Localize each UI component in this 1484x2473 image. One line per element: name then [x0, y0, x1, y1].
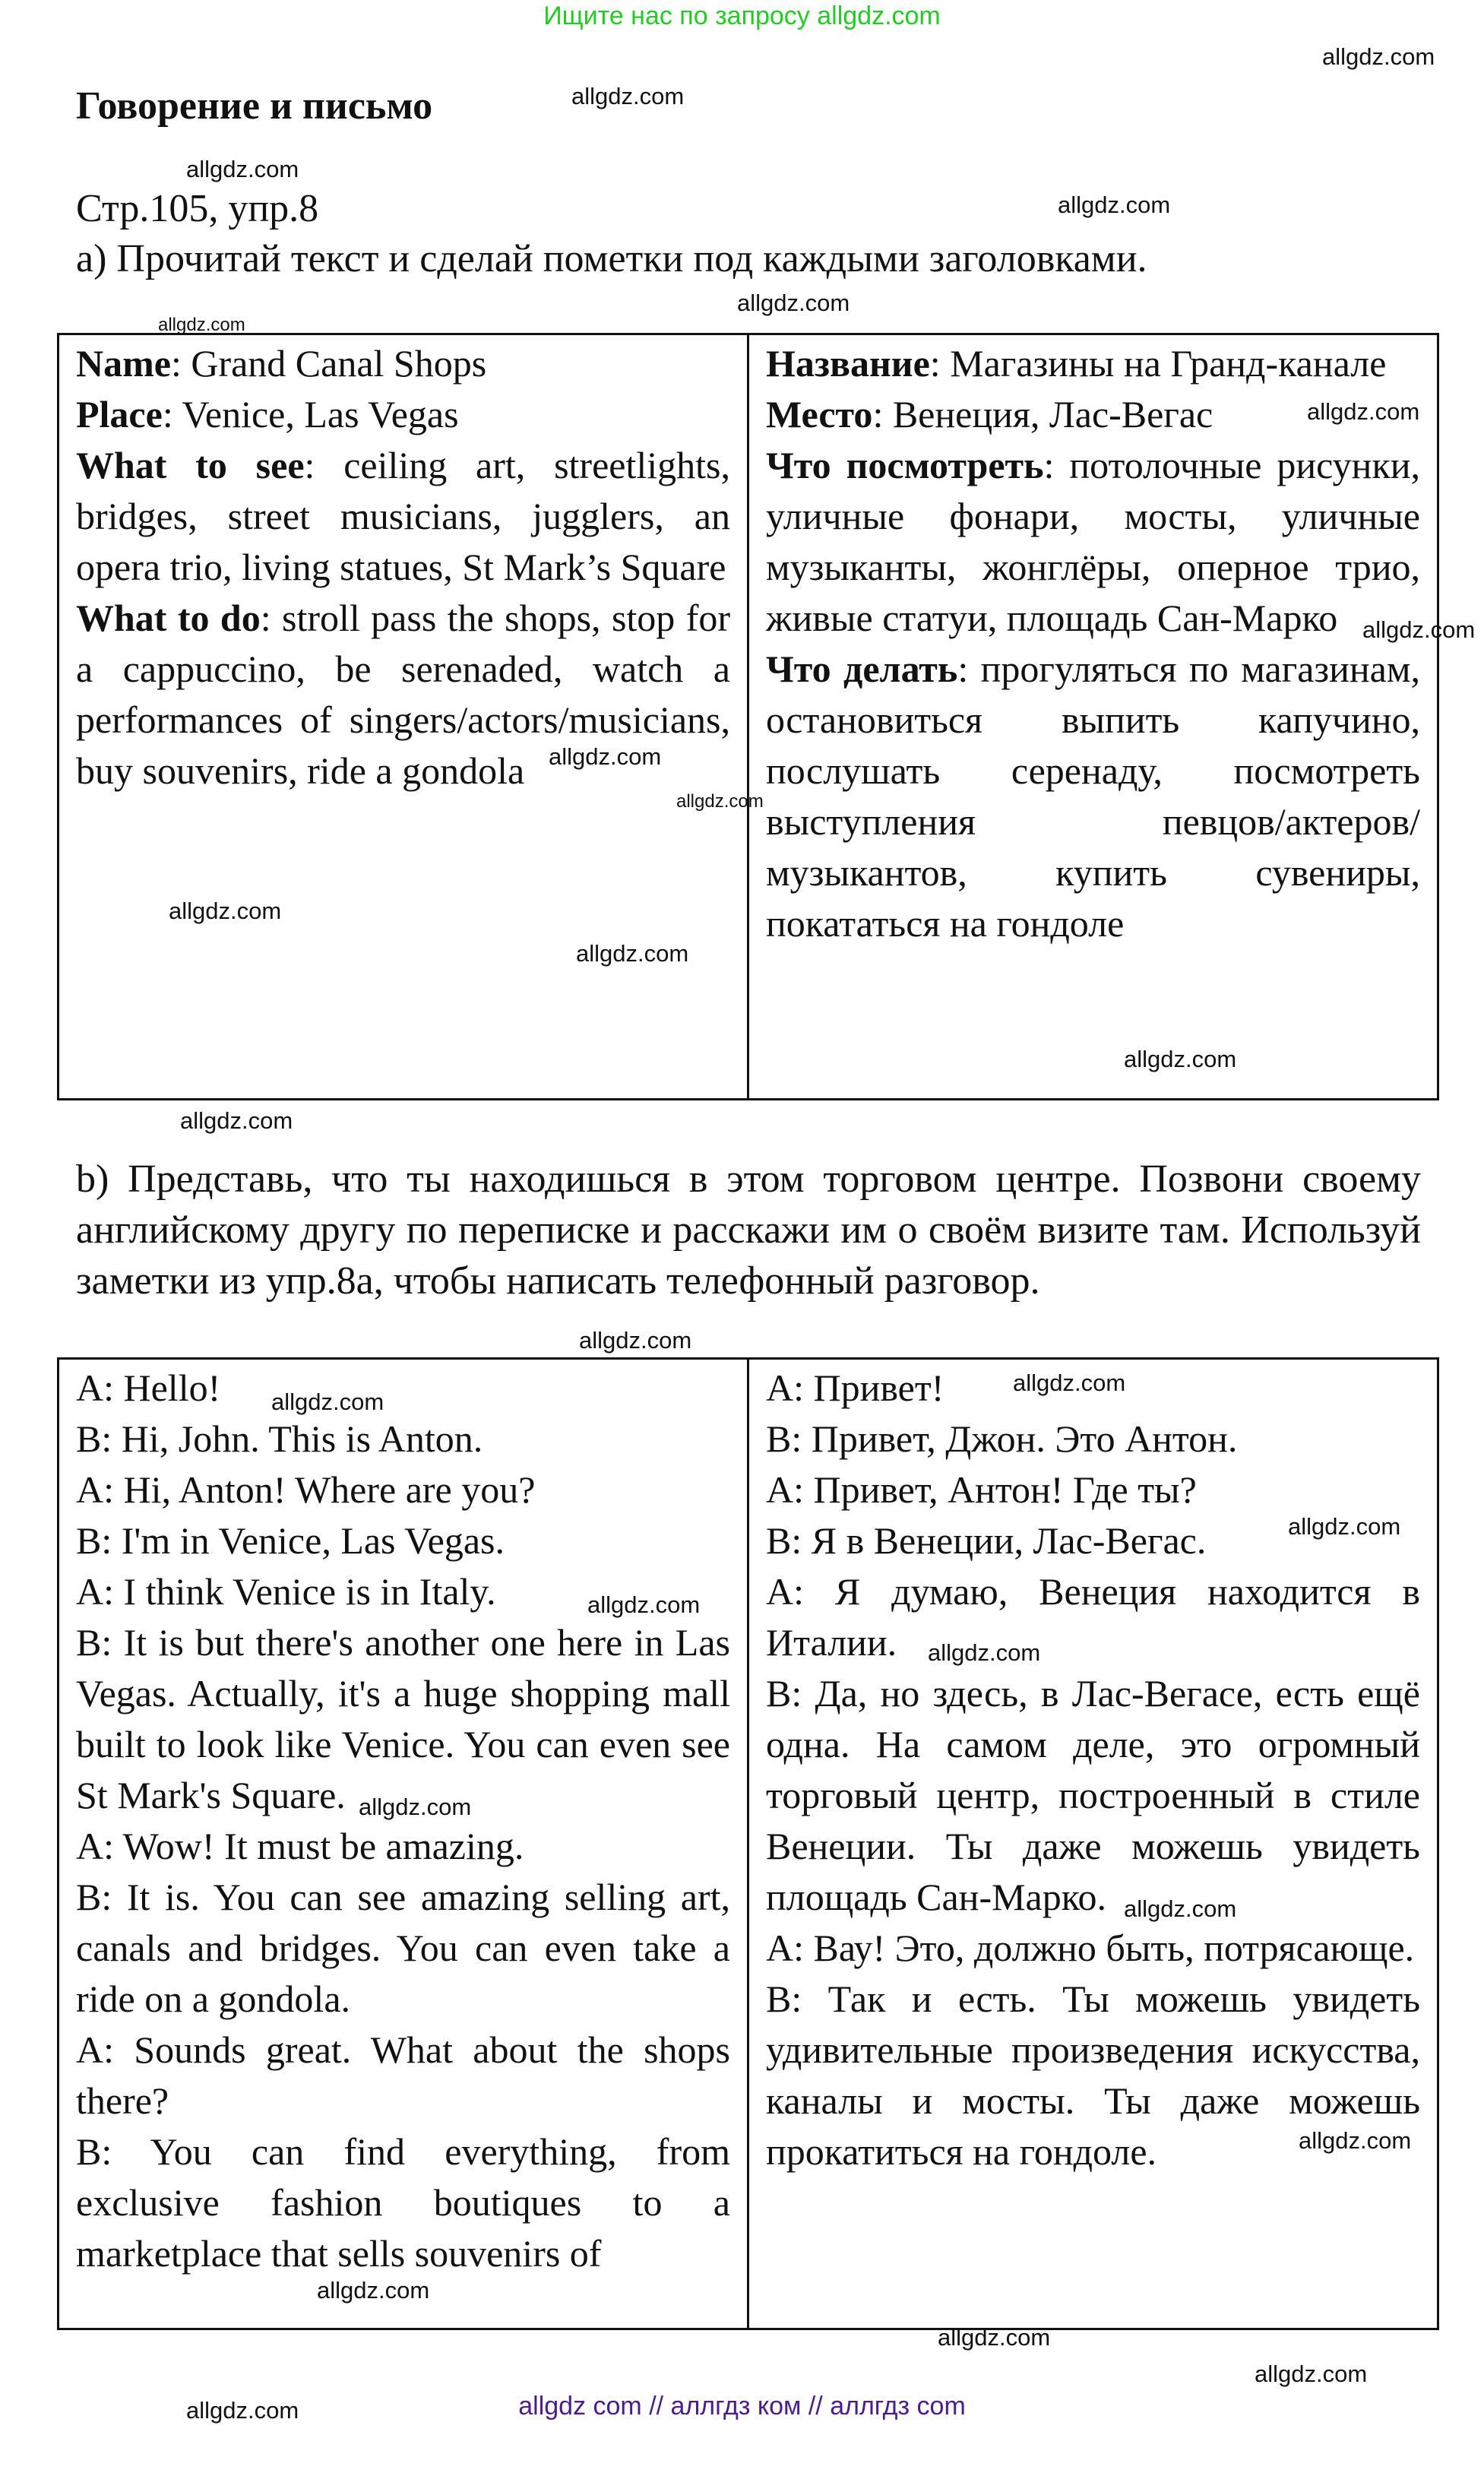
watermark: allgdz.com [169, 898, 282, 924]
watermark: allgdz.com [1307, 398, 1420, 425]
watermark: allgdz.com [1322, 43, 1435, 70]
note-text: : потолочные рисунки, уличные фонари, мосты, уличные музыканты, жонглёры, оперное трио, живые статуи, площадь Сан-Марко [766, 444, 1420, 639]
watermark: allgdz.com [571, 83, 685, 109]
watermark: allgdz.com [676, 791, 764, 812]
watermark: allgdz.com [1255, 2361, 1368, 2387]
dialogue-line: B: Hi, John. This is Anton. [76, 1417, 483, 1460]
watermark: allgdz.com [1058, 192, 1171, 218]
note-text: : прогуляться по магазинам, остановиться выпить капучино, послушать серенаду, посмотреть выступления певцов/актеров/музыкантов, купить сувениры, покататься на гондоле [766, 648, 1420, 945]
dialogue-line: В: Так и есть. Ты можешь увидеть удивительные произведения искусства, каналы и мосты. Ты даже можешь прокатиться на гондоле. [766, 1977, 1420, 2173]
dialogue-line: A: Hello! [76, 1366, 221, 1409]
watermark: allgdz.com [587, 1591, 701, 1618]
dialogue-line: В: Да, но здесь, в Лас-Вегасе, есть ещё одна. На самом деле, это огромный торговый центр, построенный в стиле Венеции. Ты даже можешь увидеть площадь Сан-Марко. [766, 1672, 1420, 1918]
note-label: Название [766, 342, 930, 385]
page-title: Говорение и письмо [76, 84, 433, 128]
dialogue-english-column [59, 1359, 748, 2329]
note-label: What to see [76, 444, 305, 486]
dialogue-line: А: Я думаю, Венеция находится в Италии. [766, 1570, 1420, 1664]
note-label: Место [766, 393, 873, 435]
note-name-ru [766, 338, 1420, 389]
watermark: allgdz.com [271, 1388, 384, 1415]
watermark: allgdz.com [1288, 1513, 1401, 1540]
task-b-instruction: b) Представь, что ты находишься в этом торговом центре. Позвони своему английскому другу по переписке и расскажи им о своём визите там. Используй заметки из упр.8а, чтобы написать телефонный разговор. [76, 1157, 1421, 1303]
dialogue-line: A: Sounds great. What about the shops there? [76, 2028, 730, 2122]
watermark: allgdz.com [576, 940, 689, 967]
notes-english-column [59, 334, 748, 1100]
task-a-instruction: а) Прочитай текст и сделай пометки под каждыми заголовками. [76, 237, 1147, 280]
note-text: : Магазины на Гранд-канале [929, 342, 1387, 385]
dialogue-line: B: I'm in Venice, Las Vegas. [76, 1519, 505, 1562]
watermark: allgdz.com [1362, 616, 1476, 643]
watermark: allgdz.com [1124, 1046, 1237, 1072]
dialogue-line: B: It is but there's another one here in Las Vegas. Actually, it's a huge shopping mall built to look like Venice. You can even see St Mark's Square. [76, 1621, 730, 1816]
dialogue-line: В: Я в Венеции, Лас-Вегас. [766, 1519, 1207, 1562]
dialogue-line: В: Привет, Джон. Это Антон. [766, 1417, 1238, 1460]
watermark: allgdz.com [549, 743, 662, 770]
watermark: allgdz.com [180, 1107, 293, 1134]
footer-links: allgdz com // аллгдз ком // аллгдз com [518, 2392, 966, 2421]
watermark: allgdz.com [186, 156, 299, 182]
dialogue-russian-column [748, 1359, 1438, 2329]
note-what-to-see-ru [766, 440, 1420, 644]
dialogue-line: B: You can find everything, from exclusive fashion boutiques to a marketplace that sells souvenirs of [76, 2130, 730, 2275]
note-what-to-see [76, 440, 730, 593]
watermark: allgdz.com [579, 1327, 692, 1354]
top-banner: Ищите нас по запросу allgdz.com [543, 2, 941, 30]
watermark: allgdz.com [1124, 1895, 1237, 1922]
note-label: What to do [76, 597, 261, 639]
dialogue-line: A: Wow! It must be amazing. [76, 1825, 524, 1867]
note-text: : ceiling art, streetlights, bridges, street musicians, jugglers, an opera trio, living statues, St Mark’s Square [76, 444, 730, 588]
note-name [76, 338, 730, 389]
note-text: : stroll pass the shops, stop for a cappuccino, be serenaded, watch a performances of singers/actors/musicians, buy souvenirs, ride a gondola [76, 597, 730, 792]
dialogue-line: А: Привет, Антон! Где ты? [766, 1468, 1197, 1511]
dialogue-line: А: Вау! Это, должно быть, потрясающе. [766, 1927, 1415, 1969]
watermark: allgdz.com [1299, 2127, 1412, 2154]
note-what-to-do-ru [766, 644, 1420, 949]
watermark: allgdz.com [186, 2397, 299, 2424]
note-label: Что делать [766, 648, 958, 690]
note-text: : Venice, Las Vegas [162, 393, 459, 435]
note-label: Name [76, 342, 171, 385]
notes-russian-column [748, 334, 1438, 1100]
watermark: allgdz.com [158, 315, 245, 335]
notes-table [57, 333, 1439, 1100]
note-text: : Венеция, Лас-Вегас [872, 393, 1213, 435]
note-label: Place [76, 393, 163, 435]
dialogue-table [57, 1357, 1439, 2330]
watermark: allgdz.com [737, 290, 850, 316]
dialogue-line: А: Привет! [766, 1366, 945, 1409]
watermark: allgdz.com [359, 1794, 472, 1820]
exercise-reference: Стр.105, упр.8 [76, 187, 319, 230]
dialogue-line: A: Hi, Anton! Where are you? [76, 1468, 536, 1511]
watermark: allgdz.com [317, 2277, 430, 2304]
watermark: allgdz.com [938, 2324, 1051, 2351]
note-label: Что посмотреть [766, 444, 1044, 486]
dialogue-line: A: I think Venice is in Italy. [76, 1570, 496, 1613]
watermark: allgdz.com [928, 1639, 1041, 1666]
watermark: allgdz.com [1013, 1369, 1126, 1396]
dialogue-line: B: It is. You can see amazing selling art, canals and bridges. You can even take a ride on a gondola. [76, 1876, 730, 2020]
note-text: : Grand Canal Shops [170, 342, 487, 385]
note-place [76, 389, 730, 440]
